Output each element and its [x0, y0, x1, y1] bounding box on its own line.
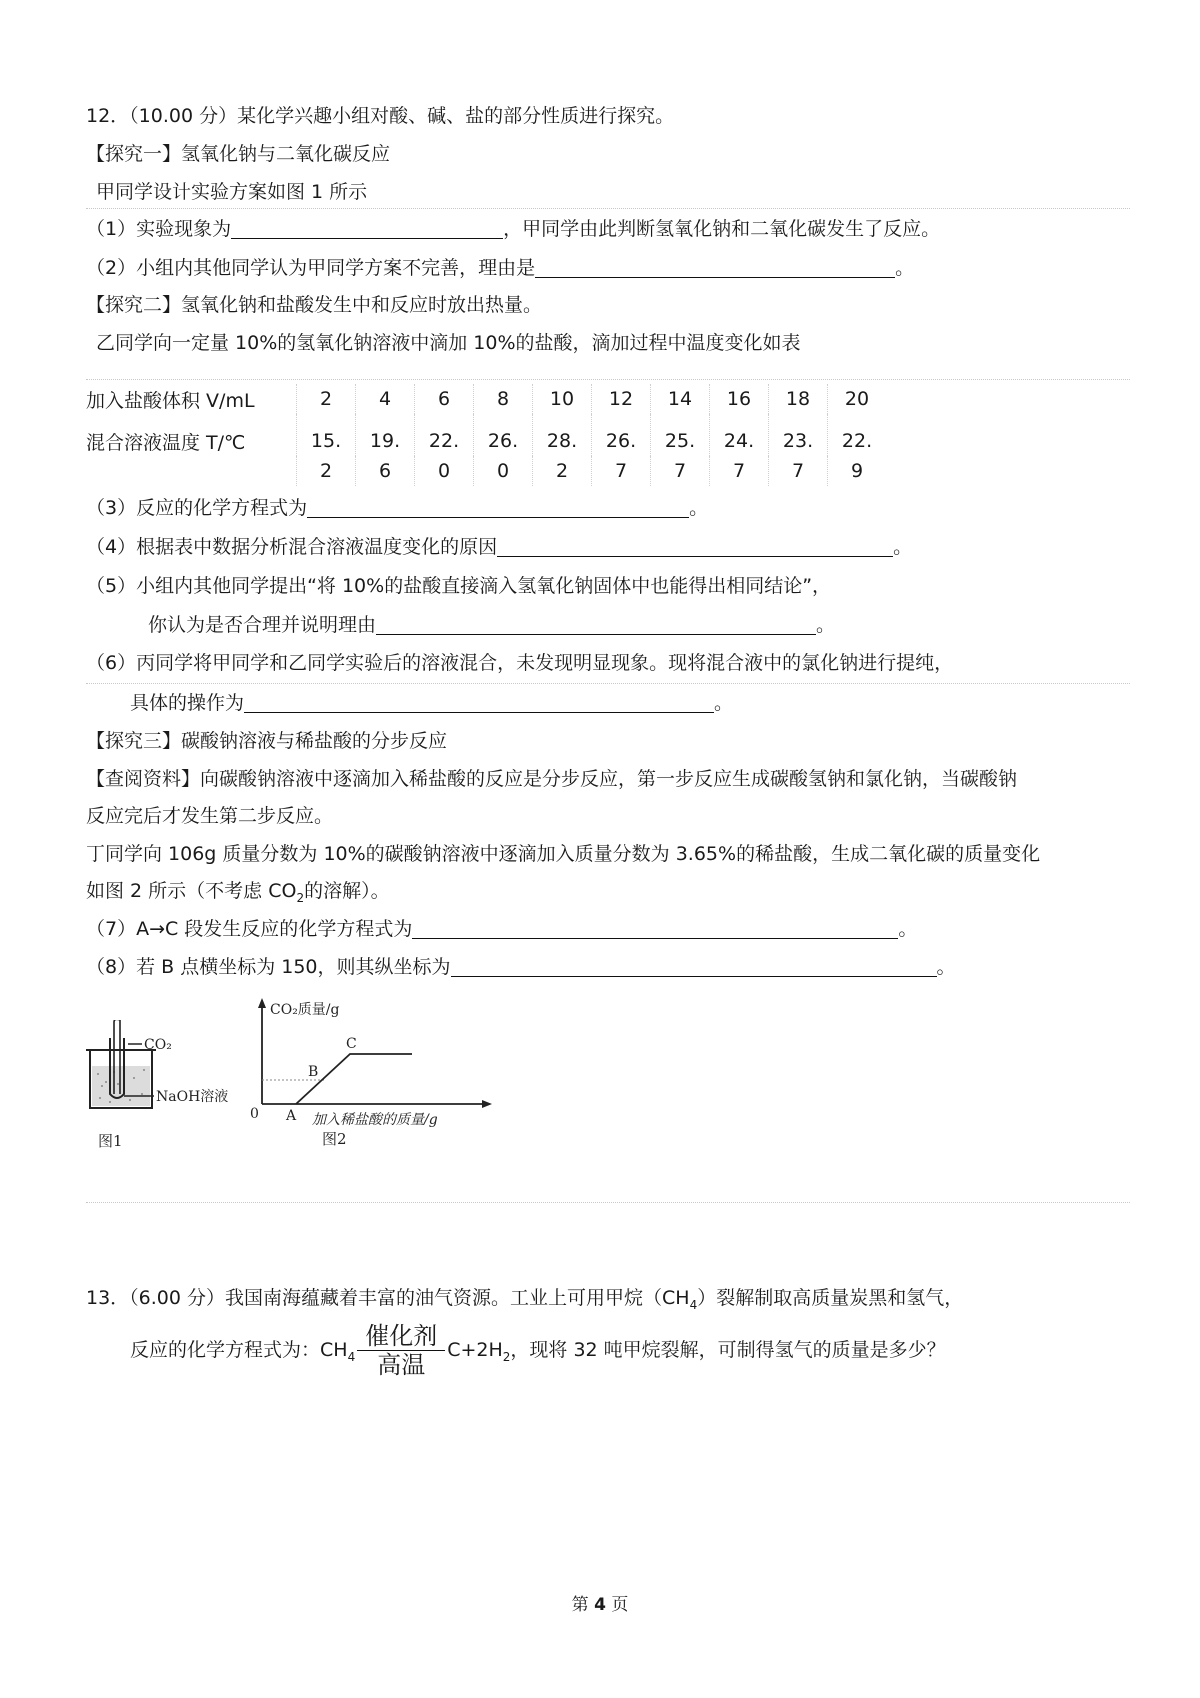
table-cell: 2	[533, 456, 592, 486]
row-header-temperature: 混合溶液温度 T/℃	[86, 431, 246, 454]
sub-question-7	[86, 915, 917, 943]
divider	[86, 1202, 1130, 1203]
info-line-1: 【查阅资料】向碳酸钠溶液中逐滴加入稀盐酸的反应是分步反应，第一步反应生成碳酸氢钠和氯化钠，当碳酸钠	[86, 768, 1018, 790]
part2-title: 【探究二】氢氧化钠和盐酸发生中和反应时放出热量。	[86, 294, 543, 316]
figure-1-caption: 图1	[98, 1132, 123, 1150]
table-cell: 0	[474, 456, 533, 486]
sub-question-2-suffix: 。	[895, 257, 915, 279]
answer-blank-7[interactable]	[412, 916, 898, 939]
divider	[86, 208, 1130, 209]
table-cell: 7	[769, 456, 828, 486]
footer-pre: 第	[571, 1595, 595, 1615]
sub-question-3-prefix: （3）反应的化学方程式为	[86, 497, 308, 519]
y-axis-label: CO₂质量/g	[270, 1002, 340, 1018]
table-cell: 19.	[356, 414, 415, 456]
table-cell: 14	[651, 384, 710, 414]
sub-question-3	[86, 494, 708, 522]
table-row	[86, 414, 886, 456]
table-row	[86, 456, 886, 486]
sub-question-1-prefix: （1）实验现象为	[86, 218, 232, 240]
sub-question-7-prefix: （7）A→C 段发生反应的化学方程式为	[86, 918, 413, 940]
sub-question-6-cont	[130, 689, 733, 717]
part3-title: 【探究三】碳酸钠溶液与稀盐酸的分步反应	[86, 730, 448, 752]
naoh-label: NaOH溶液	[156, 1089, 229, 1105]
q12-header: 12．（10.00 分）某化学兴趣小组对酸、碱、盐的部分性质进行探究。	[86, 105, 675, 127]
sub-question-5-prefix: 你认为是否合理并说明理由	[148, 614, 377, 636]
sub-question-6: （6）丙同学将甲同学和乙同学实验后的溶液混合，未发现明显现象。现将混合液中的氯化钠进行提纯，	[86, 652, 954, 674]
point-b-label: B	[308, 1064, 319, 1080]
table-cell: 6	[415, 384, 474, 414]
sub-question-3-suffix: 。	[689, 497, 709, 519]
sub-question-1-suffix: ，甲同学由此判断氢氧化钠和二氧化碳发生了反应。	[503, 218, 941, 240]
sub-question-2	[86, 254, 914, 282]
answer-blank-6[interactable]	[244, 690, 714, 713]
table-cell: 12	[592, 384, 651, 414]
point-c-label: C	[346, 1036, 357, 1052]
x-axis-arrow	[482, 1100, 492, 1108]
part2-intro: 乙同学向一定量 10%的氢氧化钠溶液中滴加 10%的盐酸，滴加过程中温度变化如表	[96, 332, 801, 354]
subscript: 4	[689, 1297, 698, 1312]
part1-intro: 甲同学设计实验方案如图 1 所示	[96, 181, 368, 203]
table-cell: 9	[828, 456, 887, 486]
sub-question-6-suffix: 。	[714, 692, 734, 714]
table-cell: 26.	[474, 414, 533, 456]
q13-line-1	[86, 1284, 963, 1312]
sub-question-4	[86, 533, 912, 561]
table-cell: 8	[474, 384, 533, 414]
table-cell: 16	[710, 384, 769, 414]
equation-products: C+2H	[447, 1339, 503, 1361]
answer-blank-4[interactable]	[497, 534, 893, 557]
table-cell: 20	[828, 384, 887, 414]
ding-line-1: 丁同学向 106g 质量分数为 10%的碳酸钠溶液中逐滴加入质量分数为 3.65%的稀盐酸，生成二氧化碳的质量变化	[86, 843, 1041, 865]
ding-line-2	[86, 877, 390, 905]
q13-line-1-a: 13．（6.00 分）我国南海蕴藏着丰富的油气资源。工业上可用甲烷（CH	[86, 1287, 690, 1309]
equation-suffix: ，现将 32 吨甲烷裂解，可制得氢气的质量是多少？	[510, 1339, 946, 1361]
sub-question-1	[86, 215, 940, 243]
answer-blank-2[interactable]	[535, 255, 895, 278]
answer-blank-3[interactable]	[307, 495, 689, 518]
page-footer	[0, 1590, 1200, 1615]
table-cell: 23.	[769, 414, 828, 456]
sub-question-8	[86, 953, 956, 981]
table-cell: 28.	[533, 414, 592, 456]
origin-label: 0	[250, 1106, 259, 1122]
figure-2-caption: 图2	[322, 1130, 347, 1148]
subscript: 2	[502, 1349, 511, 1364]
table-cell: 24.	[710, 414, 769, 456]
sub-question-5-cont	[148, 611, 835, 639]
ding-line-2-b: 的溶解）。	[304, 880, 390, 902]
figure-1-apparatus	[84, 1020, 264, 1160]
divider	[86, 379, 1130, 380]
co2-label: CO₂	[144, 1037, 172, 1053]
answer-blank-8[interactable]	[451, 954, 937, 977]
table-cell: 7	[710, 456, 769, 486]
info-line-2: 反应完后才发生第二步反应。	[86, 805, 334, 827]
sub-question-8-prefix: （8）若 B 点横坐标为 150，则其纵坐标为	[86, 956, 451, 978]
table-row	[86, 384, 886, 414]
table-cell: 7	[651, 456, 710, 486]
table-cell: 22.	[828, 414, 887, 456]
sub-question-6-prefix: 具体的操作为	[130, 692, 245, 714]
table-cell: 25.	[651, 414, 710, 456]
sub-question-4-suffix: 。	[893, 536, 913, 558]
footer-post: 页	[605, 1595, 629, 1615]
q13-line-1-b: ）裂解制取高质量炭黑和氢气，	[697, 1287, 964, 1309]
y-axis-arrow	[258, 998, 266, 1008]
page-number: 4	[594, 1595, 606, 1615]
sub-question-8-suffix: 。	[936, 956, 956, 978]
table-cell: 2	[297, 384, 356, 414]
table-cell: 26.	[592, 414, 651, 456]
reaction-conditions	[357, 1322, 445, 1379]
table-cell: 4	[356, 384, 415, 414]
ding-line-2-a: 如图 2 所示（不考虑 CO	[86, 880, 297, 902]
sub-question-2-prefix: （2）小组内其他同学认为甲同学方案不完善，理由是	[86, 257, 536, 279]
divider	[86, 683, 1130, 684]
point-a-label: A	[286, 1108, 297, 1124]
sub-question-5: （5）小组内其他同学提出“将 10%的盐酸直接滴入氢氧化钠固体中也能得出相同结论”，	[86, 575, 832, 597]
row-header-blank	[86, 456, 297, 486]
high-temperature-label: 高温	[377, 1351, 426, 1379]
temperature-table	[86, 384, 886, 486]
row-header-volume: 加入盐酸体积 V/mL	[86, 389, 255, 412]
subscript: 4	[347, 1349, 356, 1364]
table-cell: 18	[769, 384, 828, 414]
sub-question-4-prefix: （4）根据表中数据分析混合溶液温度变化的原因	[86, 536, 498, 558]
naoh-solution	[92, 1066, 150, 1106]
table-cell: 15.	[297, 414, 356, 456]
part1-title: 【探究一】氢氧化钠与二氧化碳反应	[86, 143, 391, 165]
figure-2-graph	[250, 996, 530, 1156]
answer-blank-5[interactable]	[376, 612, 816, 635]
sub-question-7-suffix: 。	[898, 918, 918, 940]
subscript: 2	[296, 890, 305, 905]
equation-prefix: 反应的化学方程式为：CH	[130, 1339, 348, 1361]
x-axis-label: 加入稀盐酸的质量/g	[312, 1112, 438, 1128]
q13-equation-line	[130, 1320, 946, 1380]
table-cell: 10	[533, 384, 592, 414]
table-cell: 22.	[415, 414, 474, 456]
sub-question-5-suffix: 。	[816, 614, 836, 636]
table-cell: 6	[356, 456, 415, 486]
table-cell: 7	[592, 456, 651, 486]
table-cell: 2	[297, 456, 356, 486]
catalyst-label: 催化剂	[357, 1322, 445, 1351]
answer-blank-1[interactable]	[231, 216, 503, 239]
table-cell: 0	[415, 456, 474, 486]
